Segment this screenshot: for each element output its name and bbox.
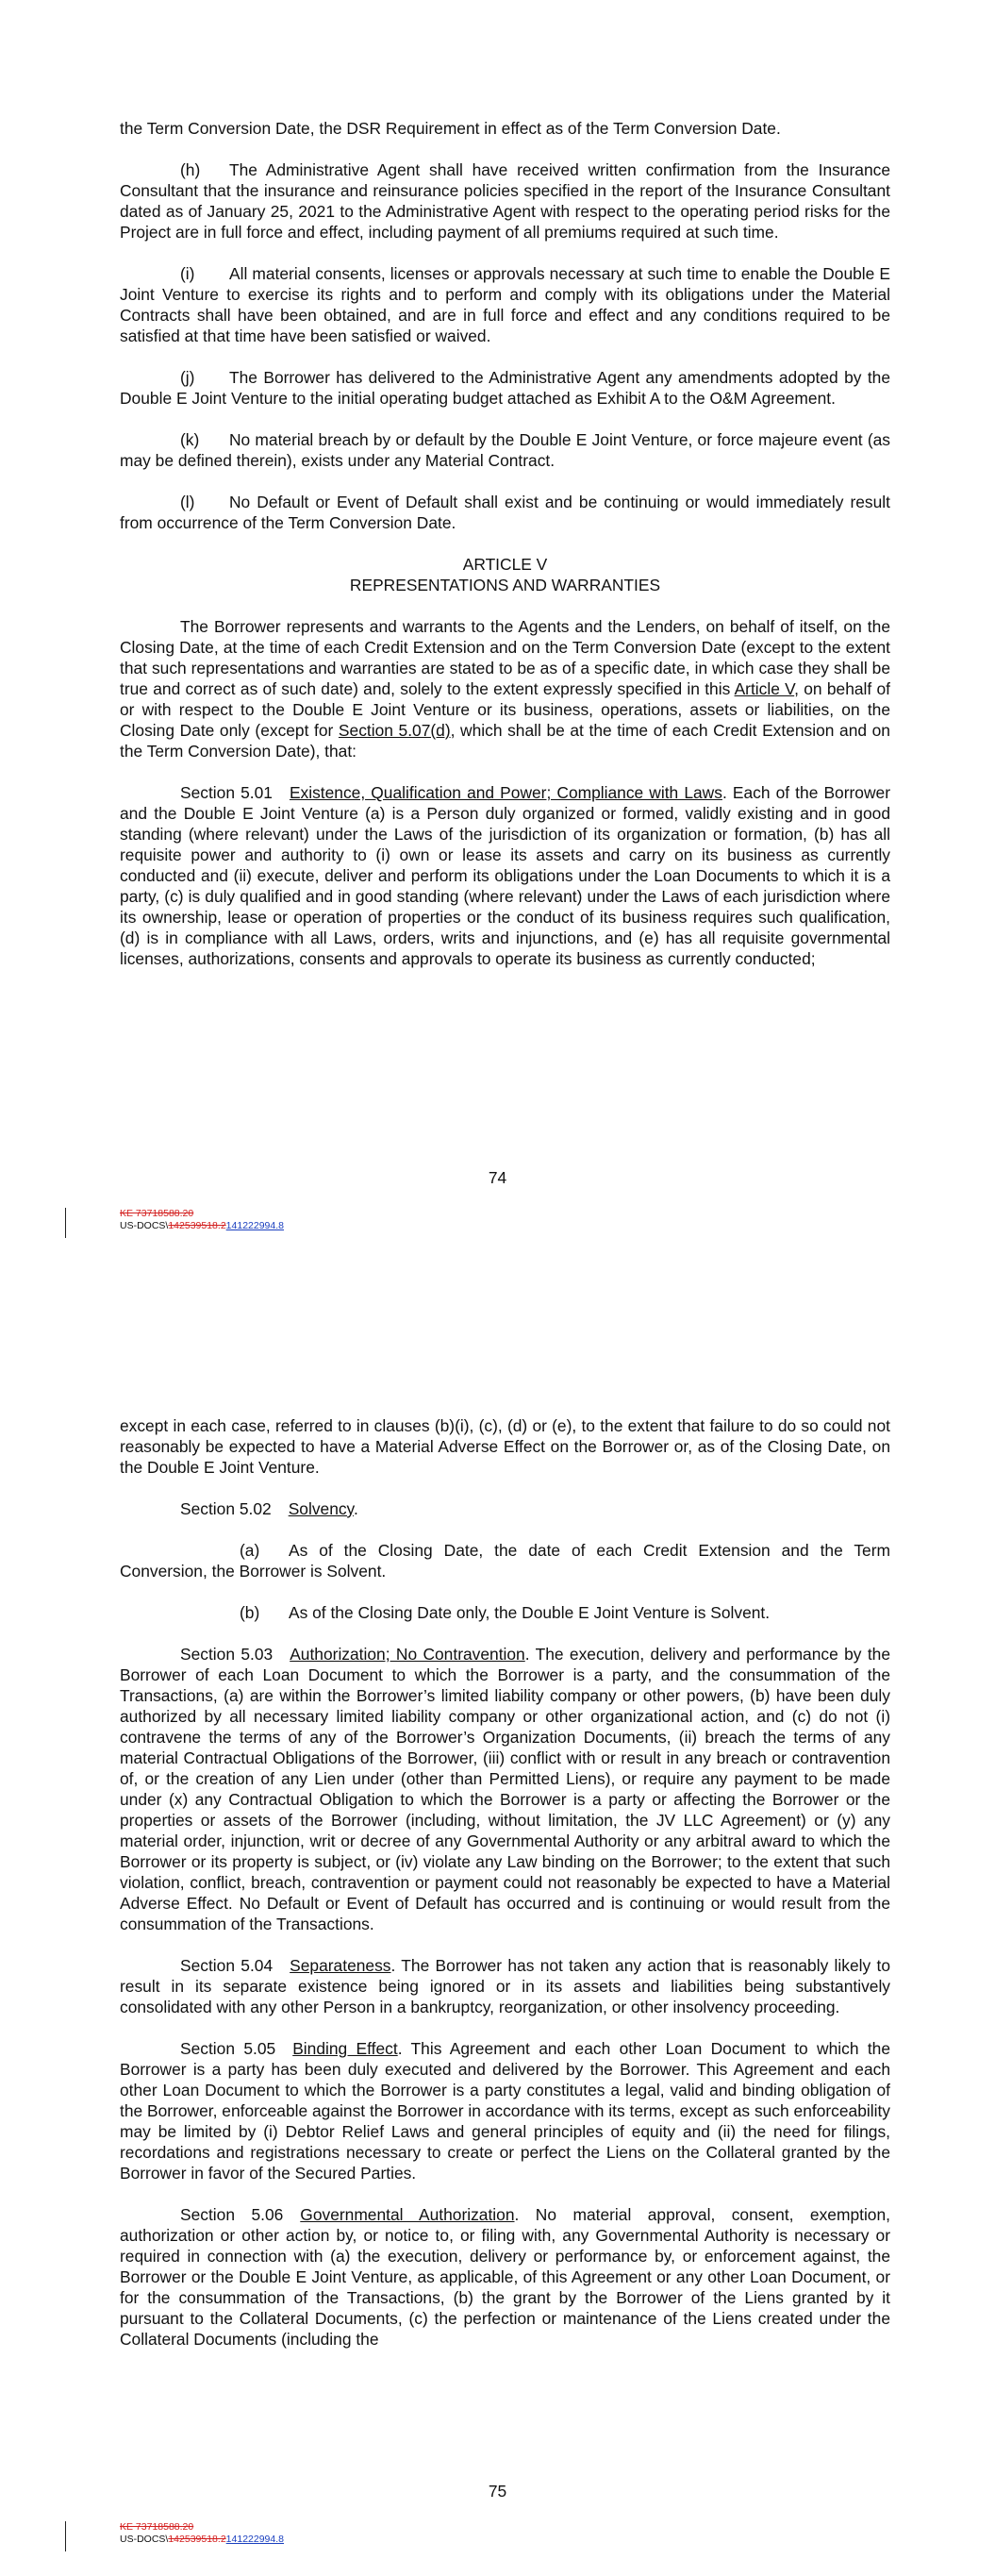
clause-label: (h): [180, 160, 201, 179]
clause-label: (j): [180, 368, 195, 387]
section-5-01: [120, 782, 890, 969]
paragraph-continuation: except in each case, referred to in clauses (b)(i), (c), (d) or (e), to the extent that failure to do so could not reasonably be expected to have a Material Adverse Effect on the Borrower or, as of the Closing Date, on the Double E Joint Venture.: [120, 1416, 890, 1477]
section-number: Section 5.02: [180, 1499, 272, 1518]
section-title: Governmental Authorization: [300, 2205, 515, 2224]
clause-k: [120, 429, 890, 471]
footer-doc-id: [120, 1220, 284, 1232]
footer-ke-id: KE 73718588.20: [120, 2521, 194, 2533]
clause-i: [120, 263, 890, 346]
section-number: Section 5.04: [180, 1956, 274, 1975]
article-intro: [120, 616, 890, 761]
footer-inserted-id: 141222994.8: [225, 2534, 284, 2545]
article-number: ARTICLE V: [462, 555, 548, 574]
intro-text: The Borrower represents and warrants to the Agents and the Lenders, on behalf of itself, on the Closing Date, at the time of each Credit Extension and on the Term Conversion Date (except to the extent that such representations and warranties are stated to be as of a specific date, in which case they shall be true and correct as of such date) and, solely to the extent expressly specified in this: [120, 617, 890, 698]
clause-text: The Administrative Agent shall have received written confirmation from the Insurance Consultant that the insurance and reinsurance policies specified in the report of the Insurance Consultant dated as of January 25, 2021 to the Administrative Agent with respect to the operating period risks for the Project are in full force and effect, including payment of all premiums required at such time.: [120, 160, 890, 242]
clause-l: [120, 492, 890, 533]
section-number: Section 5.05: [180, 2039, 276, 2058]
page-75-body: [120, 1415, 890, 2370]
doc-footer: [120, 2521, 284, 2546]
page-number: 75: [488, 2482, 507, 2501]
clause-label: (b): [240, 1603, 260, 1622]
footer-deleted-id: 142539518.2: [168, 2534, 226, 2545]
clause-5-02-b: [120, 1602, 890, 1623]
clause-label: (i): [180, 264, 195, 283]
section-5-03: [120, 1644, 890, 1934]
section-5-05: [120, 2038, 890, 2183]
section-title: Binding Effect: [292, 2039, 398, 2058]
paragraph-continuation: the Term Conversion Date, the DSR Requirement in effect as of the Term Conversion Date.: [120, 119, 781, 138]
clause-label: (a): [240, 1541, 260, 1560]
section-title: Solvency: [288, 1499, 354, 1518]
footer-prefix: US-DOCS\: [120, 2534, 169, 2545]
article-title: REPRESENTATIONS AND WARRANTIES: [349, 576, 661, 594]
change-bar: [65, 1208, 66, 1238]
clause-text: As of the Closing Date, the date of each Credit Extension and the Term Conversion, the Borrower is Solvent.: [120, 1541, 890, 1581]
clause-text: All material consents, licenses or approvals necessary at such time to enable the Double E Joint Venture to exercise its rights and to perform and comply with its obligations under the Material Contracts shall have been obtained, and are in full force and effect and any conditions required to be satisfied at that time have been satisfied or waived.: [120, 264, 890, 345]
section-5-02: [120, 1498, 890, 1519]
footer-doc-id: [120, 2534, 284, 2546]
section-title: Existence, Qualification and Power; Compliance with Laws: [289, 783, 722, 802]
page-75: [0, 1415, 995, 2576]
section-text: . This Agreement and each other Loan Document to which the Borrower is a party has been duly executed and delivered by the Borrower. This Agreement and each other Loan Document to which the Borrower is a party constitutes a legal, valid and binding obligation of the Borrower, enforceable against the Borrower in accordance with its terms, except as such enforceability may be limited by (i) Debtor Relief Laws and general principles of equity and (ii) the need for filings, recordations and registrations necessary to create or perfect the Liens on the Collateral granted by the Borrower in favor of the Secured Parties.: [120, 2039, 891, 2183]
clause-label: (l): [180, 493, 195, 511]
intro-text: , which shall be at the time of each Credit Extension and on the Term Conversion Date), that:: [120, 721, 890, 761]
clause-text: No Default or Event of Default shall exist and be continuing or would immediately result from occurrence of the Term Conversion Date.: [120, 493, 890, 532]
intro-text: , on behalf of or with respect to the Double E Joint Venture or its business, operations, assets or liabilities, on the Closing Date only (except for: [120, 679, 890, 740]
section-title: Separateness: [290, 1956, 391, 1975]
article-v-link[interactable]: Article V: [734, 679, 795, 698]
clause-text: The Borrower has delivered to the Administrative Agent any amendments adopted by the Double E Joint Venture to the initial operating budget attached as Exhibit A to the O&M Agreement.: [120, 368, 890, 408]
section-text: . The execution, delivery and performance by the Borrower of each Loan Document to which the Borrower is a party, and the consummation of the Transactions, (a) are within the Borrower’s limited liability company or other powers, (b) have been duly authorized by all necessary limited liability company or other organizational action, and (c) do not (i) contravene the terms of any of the Borrower’s Organization Documents, (ii) breach the terms of any material Contractual Obligations of the Borrower, (iii) conflict with or result in any breach or contravention of, or the creation of any Lien under (other than Permitted Liens), or require any payment to be made under (x) any Contractual Obligation to which the Borrower is a party or affecting the Borrower or the properties or assets of the Borrower (including, without limitation, the JV LLC Agreement) or (y) any material order, injunction, writ or decree of any Governmental Authority or any arbitral award to which the Borrower or its property is subject, or (iv) violate any Law binding on the Borrower; to the extent that such violation, conflict, breach, contravention or payment could not reasonably be expected to have a Material Adverse Effect. No Default or Event of Default has occurred and is continuing or would result from the consummation of the Transactions.: [120, 1645, 890, 1933]
footer-ke-id: KE 73718588.20: [120, 1208, 194, 1219]
section-title: Authorization; No Contravention: [290, 1645, 525, 1664]
clause-j: [120, 367, 890, 409]
footer-inserted-id: 141222994.8: [225, 1220, 284, 1231]
clause-5-02-a: [120, 1540, 890, 1581]
page-number: 74: [488, 1168, 507, 1187]
footer-prefix: US-DOCS\: [120, 1220, 169, 1231]
clause-text: As of the Closing Date only, the Double E Joint Venture is Solvent.: [289, 1603, 771, 1622]
section-5-06: [120, 2204, 890, 2350]
doc-footer: [120, 1208, 284, 1232]
clause-text: No material breach by or default by the Double E Joint Venture, or force majeure event (as may be defined therein), exists under any Material Contract.: [120, 430, 890, 470]
clause-h: [120, 159, 890, 243]
section-number: Section 5.03: [180, 1645, 274, 1664]
section-number: Section 5.01: [180, 783, 273, 802]
clause-label: (k): [180, 430, 200, 449]
change-bar: [65, 2521, 66, 2551]
section-text: . Each of the Borrower and the Double E Joint Venture (a) is a Person duly organized or formed, validly existing and in good standing (where relevant) under the Laws of the jurisdiction of its organization or formation, (b) has all requisite power and authority to (i) own or lease its assets and carry on its business as currently conducted and (ii) execute, deliver and perform its obligations under the Loan Documents to which it is a party, (c) is duly qualified and in good standing (where relevant) under the Laws of each jurisdiction where its ownership, lease or operation of properties or the conduct of its business requires such qualification, (d) is in compliance with all Laws, orders, writs and injunctions, and (e) has all requisite governmental licenses, authorizations, consents and approvals to operate its business as currently conducted;: [120, 783, 891, 968]
section-text: .: [353, 1499, 358, 1518]
article-heading: [120, 554, 890, 595]
section-507d-link[interactable]: Section 5.07(d): [338, 721, 451, 740]
section-text: . The Borrower has not taken any action that is reasonably likely to result in its separate existence being ignored or in its assets and liabilities being substantively consolidated with any other Person in a bankruptcy, reorganization, or other insolvency proceeding.: [120, 1956, 891, 2016]
section-number: Section 5.06: [180, 2205, 284, 2224]
page-74: [0, 0, 995, 1255]
section-text: . No material approval, consent, exemption, authorization or other action by, or notice to, or filing with, any Governmental Authority is necessary or required in connection with (a) the execution, delivery or performance by, or enforcement against, the Borrower or the Double E Joint Venture, as applicable, of this Agreement or any other Loan Document, or for the consummation of the Transactions, (b) the grant by the Borrower of the Liens granted by it pursuant to the Collateral Documents, (c) the perfection or maintenance of the Liens created under the Collateral Documents (including the: [120, 2205, 890, 2349]
section-5-04: [120, 1955, 890, 2017]
page-74-body: [120, 118, 890, 990]
footer-deleted-id: 142539518.2: [168, 1220, 226, 1231]
